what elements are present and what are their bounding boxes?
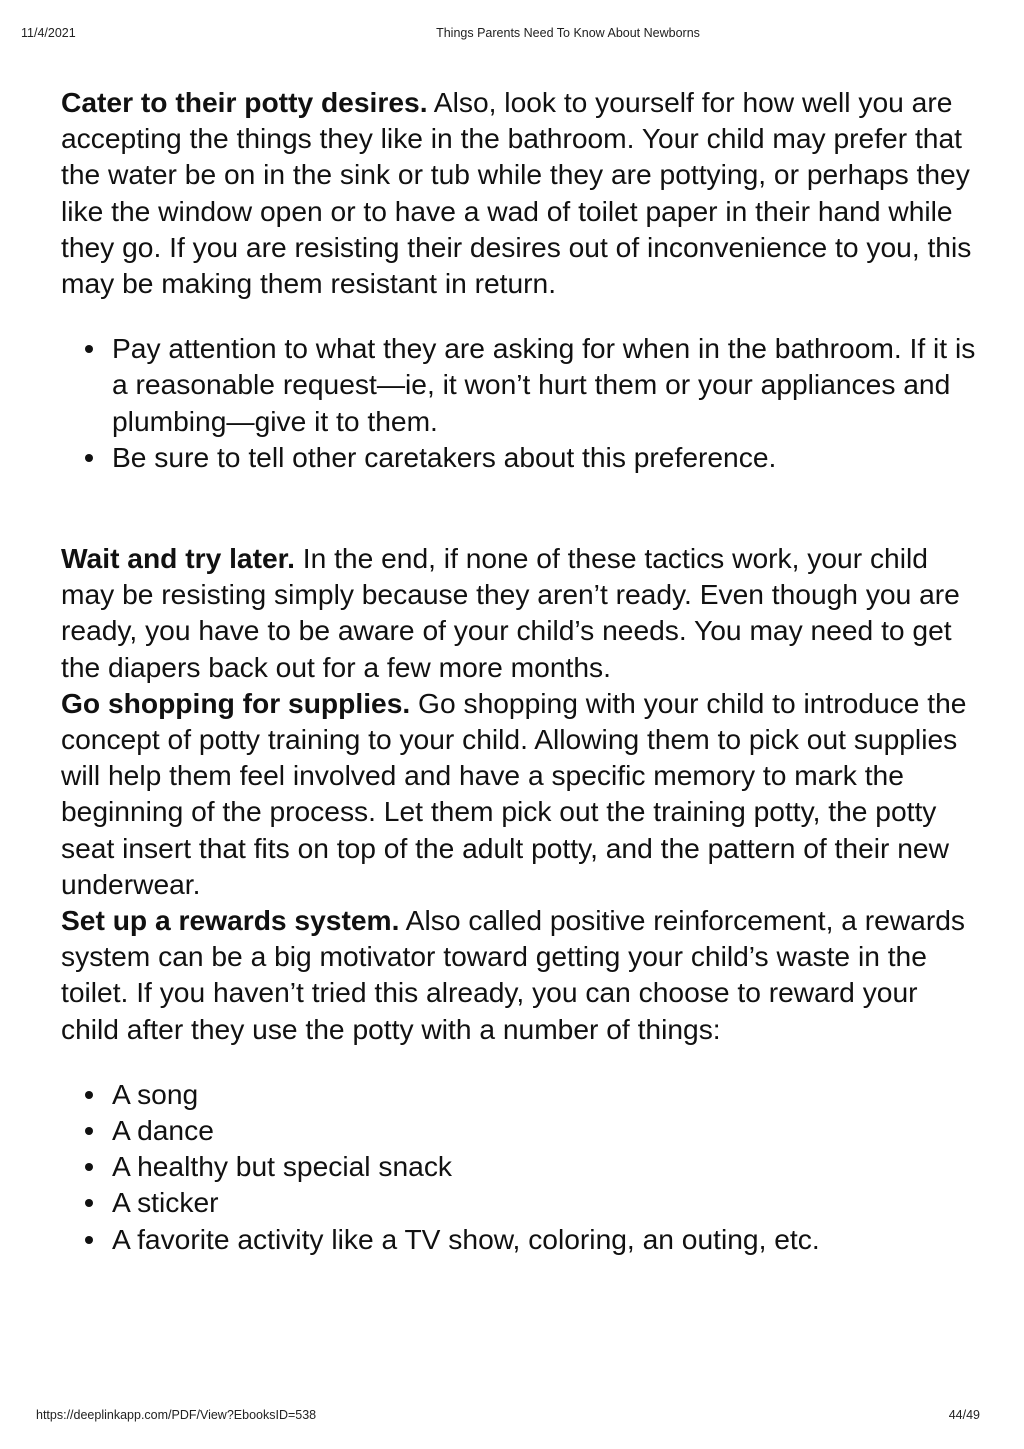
rewards-bullet-list xyxy=(61,1076,981,1257)
cater-bullet-list xyxy=(61,330,981,475)
paragraph-text: Also called positive reinforcement, a rewards system can be a big motivator toward getting your child’s waste in the toilet. If you haven’t tried this already, you can choose to reward your child after they use the potty with a number of things: xyxy=(61,904,965,1045)
list-item: Pay attention to what they are asking for when in the bathroom. If it is a reasonable request—ie, it won’t hurt them or your appliances and plumbing—give it to them. xyxy=(112,330,981,439)
list-item: A dance xyxy=(112,1112,981,1148)
print-header xyxy=(0,26,1024,42)
list-item: A song xyxy=(112,1076,981,1112)
paragraph-heading: Cater to their potty desires. xyxy=(61,86,428,118)
list-item: Be sure to tell other caretakers about this preference. xyxy=(112,439,981,475)
paragraph-heading: Wait and try later. xyxy=(61,542,295,575)
paragraph-cater xyxy=(61,84,981,301)
paragraph-text: In the end, if none of these tactics work, your child may be resisting simply because they aren’t ready. Even though you are ready, you have to be aware of your child’s needs. You may need to get the diapers back out for a few more months. xyxy=(61,542,960,683)
page-url: https://deeplinkapp.com/PDF/View?EbooksID=538 xyxy=(36,1408,317,1422)
page-number: 44/49 xyxy=(948,1408,980,1422)
paragraph-wait xyxy=(61,540,981,685)
paragraph-heading: Go shopping for supplies. xyxy=(61,686,411,719)
print-date: 11/4/2021 xyxy=(21,26,76,40)
page-content xyxy=(61,84,981,1257)
paragraph-text: Go shopping with your child to introduce the concept of potty training to your child. Allowing them to pick out supplies will help them feel involved and have a specific memory to mark the beginning of the process. Let them pick out the training potty, the potty seat insert that fits on top of the adult potty, and the pattern of their new underwear. xyxy=(61,686,967,900)
list-item: A sticker xyxy=(112,1184,981,1220)
paragraph-rewards xyxy=(61,902,981,1047)
document-title: Things Parents Need To Know About Newborns xyxy=(436,26,700,40)
paragraph-heading: Set up a rewards system. xyxy=(61,904,400,937)
paragraph-shopping xyxy=(61,685,981,902)
list-item: A favorite activity like a TV show, coloring, an outing, etc. xyxy=(112,1221,981,1257)
paragraph-text: Also, look to yourself for how well you are accepting the things they like in the bathroom. Your child may prefer that the water be on in the sink or tub while they are pottying, or perhaps they like the window open or to have a wad of toilet paper in their hand while they go. If you are resisting their desires out of inconvenience to you, this may be making them resistant in return. xyxy=(61,86,972,300)
list-item: A healthy but special snack xyxy=(112,1148,981,1184)
